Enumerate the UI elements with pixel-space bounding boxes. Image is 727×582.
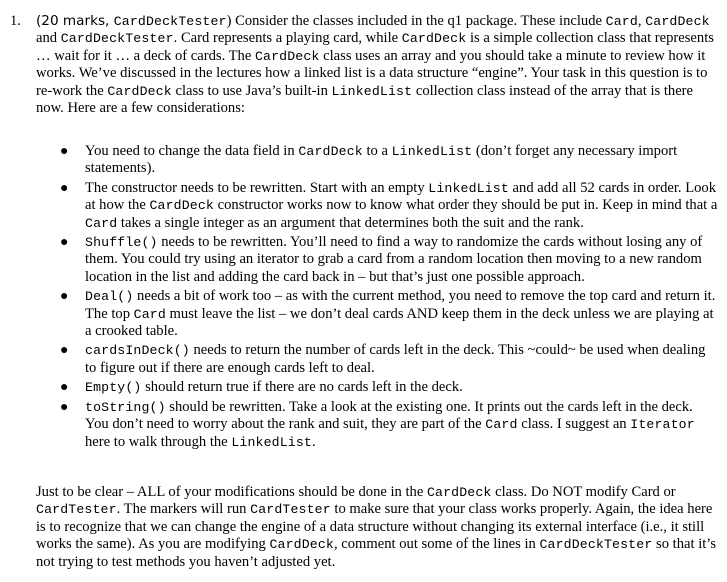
list-item: [60, 143, 719, 178]
item-code: Deal(): [85, 289, 134, 305]
item-text: constructor works now to know what order they should be put in. Keep in mind that a: [213, 197, 718, 214]
item-text: to a: [362, 143, 392, 159]
item-text: .: [311, 433, 316, 450]
intro-text: and: [36, 30, 61, 47]
intro-text: ) Consider the classes included in the q1 package. These include: [226, 13, 606, 29]
item-code: Shuffle(): [85, 235, 158, 251]
item-text: takes a single integer as an argument that determines both the suit and the rank.: [117, 214, 584, 231]
intro-code: CardDeckTester: [60, 31, 174, 47]
footer-code: CardDeckTester: [539, 537, 653, 553]
footer-text: Just to be clear – ALL of your modifications should be done in the: [36, 484, 427, 500]
item-code: Card: [133, 306, 166, 322]
item-text: The constructor needs to be rewritten. Start with an empty: [85, 179, 429, 196]
item-code: cardsInDeck(): [85, 343, 190, 359]
question-number: 1.: [10, 13, 21, 29]
item-text: here to walk through the: [85, 433, 232, 450]
item-text: needs to be rewritten. You’ll need to find a way to randomize the cards without losing any of them. You could try using an iterator to grab a card from a random location then moving to a new random location in the list and adding the card back in – but that’s just one possible approach.: [85, 234, 703, 285]
item-code: LinkedList: [428, 180, 509, 196]
item-code: Empty(): [85, 380, 142, 396]
item-text: (don’t forget any necessary import statements).: [85, 143, 678, 177]
bullet-icon: ●: [60, 144, 69, 159]
footer-text: , comment out some of the lines in: [333, 536, 540, 553]
intro-text: class uses an array and you should take a minute to review how it works. We’ve discussed in the lectures how a linked list is a data structure “engine”. Your task in this question is to re-work the: [36, 47, 708, 99]
item-code: Card: [85, 215, 118, 231]
question-intro-paragraph: [36, 13, 719, 117]
footer-text: so that it’s not trying to test methods you haven’t adjusted yet.: [36, 536, 717, 570]
item-text: class. I suggest an: [517, 416, 631, 433]
item-code: CardDeck: [298, 144, 363, 159]
item-code: LinkedList: [231, 434, 312, 450]
list-item: [60, 379, 719, 396]
intro-code: LinkedList: [331, 83, 413, 99]
intro-text: ,: [637, 13, 646, 29]
intro-code: CardDeck: [401, 31, 467, 47]
footer-code: CardDeck: [426, 485, 492, 500]
intro-code: CardDeck: [107, 83, 172, 99]
item-code: LinkedList: [391, 144, 473, 159]
item-text: must leave the list – we don’t deal cards AND keep them in the deck unless we are playing at a crooked table.: [85, 305, 714, 340]
list-item: [60, 234, 719, 286]
considerations-list: [60, 143, 719, 453]
intro-text: is a simple collection class that represents … wait for it … a deck of cards. The: [36, 30, 714, 64]
item-text: You need to change the data field in: [85, 143, 299, 159]
footer-code: CardDeck: [269, 537, 334, 553]
list-item: [60, 399, 719, 451]
footer-text: class. Do NOT modify Card or: [491, 484, 676, 500]
list-item: [60, 180, 719, 232]
intro-code: CardDeck: [645, 14, 710, 29]
intro-text: . Card represents a playing card, while: [173, 30, 402, 47]
list-item: [60, 288, 719, 340]
item-code: Iterator: [630, 417, 695, 433]
bullet-icon: ●: [60, 235, 69, 251]
closing-paragraph: [36, 484, 719, 571]
item-text: needs to return the number of cards left in the deck. This ~could~ be used when dealing to figure out if there are enough cards left to deal.: [85, 342, 706, 376]
item-code: Card: [485, 417, 518, 433]
footer-text: . The markers will run: [116, 501, 251, 518]
bullet-icon: ●: [60, 289, 69, 305]
intro-text: collection class instead of the array that is there now. Here are a few considerations:: [36, 82, 694, 117]
footer-text: to make sure that your class works properly. Again, the idea here is to recognize that we can change the engine of a data structure without changing its external interface (i.e., it still works the same). As you are modifying: [36, 501, 713, 553]
list-item: [60, 342, 719, 377]
intro-text: class to use Java’s built-in: [171, 82, 332, 99]
item-code: CardDeck: [149, 198, 214, 214]
intro-text: (20 marks,: [36, 13, 114, 29]
bullet-icon: ●: [60, 180, 69, 196]
item-text: and add all 52 cards in order. Look at how the: [85, 179, 716, 214]
footer-code: CardTester: [250, 502, 331, 518]
item-code: toString(): [85, 399, 166, 415]
item-text: should be rewritten. Take a look at the existing one. It prints out the cards left in the deck. You don’t need to worry about the rank and suit, they are part of the: [85, 398, 693, 433]
bullet-icon: ●: [60, 380, 69, 396]
item-text: needs a bit of work too – as with the current method, you need to remove the top card and return it. The top: [85, 288, 716, 322]
intro-code: CardDeckTester: [113, 14, 227, 29]
bullet-icon: ●: [60, 399, 69, 415]
footer-code: CardTester: [36, 502, 117, 518]
item-text: should return true if there are no cards left in the deck.: [141, 379, 463, 396]
bullet-icon: ●: [60, 343, 69, 359]
intro-code: CardDeck: [254, 48, 320, 64]
intro-code: Card: [605, 14, 638, 29]
